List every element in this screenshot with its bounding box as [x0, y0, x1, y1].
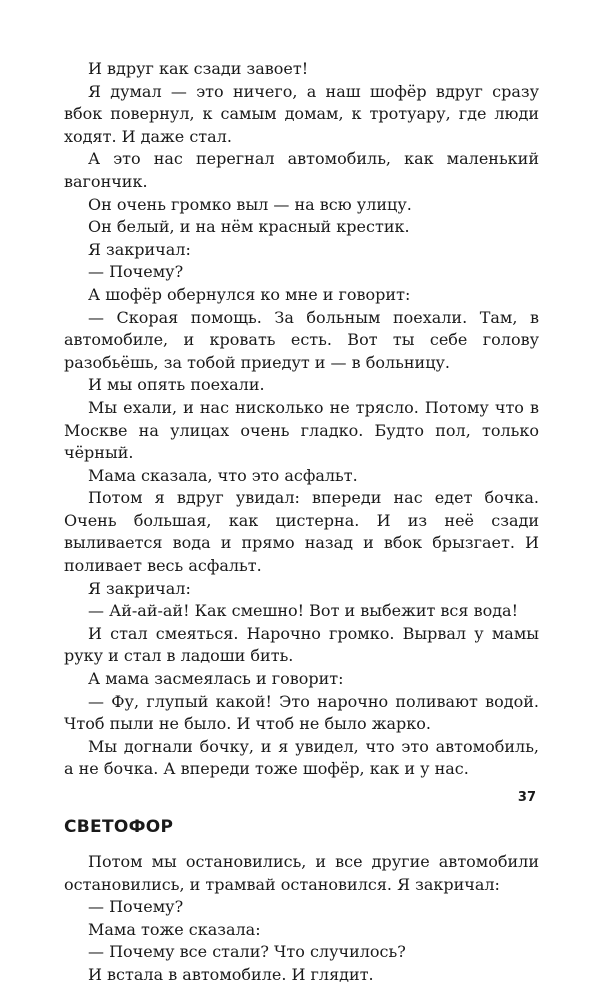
paragraph: А шофёр обернулся ко мне и говорит:	[88, 284, 411, 304]
page-number: 37	[517, 790, 536, 805]
paragraph: — Почему?	[88, 262, 184, 282]
paragraph: — Почему?	[88, 897, 184, 917]
paragraph: И мы опять поехали.	[88, 375, 265, 395]
paragraph: Он очень громко выл — на всю улицу.	[88, 194, 412, 214]
paragraph: Я закричал:	[88, 239, 191, 259]
story-body-part2	[64, 851, 539, 987]
page-text-column	[64, 58, 539, 987]
paragraph: Я закричал:	[88, 578, 191, 598]
paragraph: А это нас перегнал автомобиль, как маленький вагончик.	[64, 149, 539, 191]
paragraph: Мы догнали бочку, и я увидел, что это автомобиль, а не бочка. А впереди тоже шофёр, как и у нас.	[64, 736, 539, 779]
paragraph: Мама сказала, что это асфальт.	[88, 465, 358, 485]
paragraph: — Фу, глупый какой! Это нарочно поливают водой. Чтоб пыли не было. И чтоб не было жарко.	[64, 691, 539, 734]
paragraph: Я думал — это ничего, а наш шофёр вдруг сразу вбок повернул, к самым домам, к тротуару, где люди ходят. И даже стал.	[64, 81, 539, 146]
paragraph: Он белый, и на нём красный крестик.	[88, 217, 410, 237]
paragraph: — Ай-ай-ай! Как смешно! Вот и выбежит вся вода!	[88, 601, 519, 621]
story-body-part1	[64, 58, 539, 781]
paragraph: Потом мы остановились, и все другие автомобили остановились, и трамвай остановился. Я закричал:	[64, 852, 539, 894]
paragraph: Мы ехали, и нас нисколько не трясло. Потому что в Москве на улицах очень гладко. Будто пол, только чёрный.	[64, 397, 539, 463]
paragraph: И встала в автомобиле. И глядит.	[88, 964, 374, 984]
paragraph: И стал смеяться. Нарочно громко. Вырвал у мамы руку и стал в ладоши бить.	[64, 623, 539, 666]
paragraph: Мама тоже сказала:	[88, 919, 261, 939]
paragraph: И вдруг как сзади завоет!	[88, 59, 309, 78]
section-heading: СВЕТОФОР	[64, 817, 174, 837]
paragraph: — Скорая помощь. За больным поехали. Там, в автомобиле, и кровать есть. Вот ты себе голову разобьёшь, за тобой приедут и — в больницу.	[64, 307, 539, 372]
paragraph: Потом я вдруг увидал: впереди нас едет бочка. Очень большая, как цистерна. И из неё сзади выливается вода и прямо назад и вбок брызгает. И поливает весь асфальт.	[64, 488, 539, 576]
paragraph: А мама засмеялась и говорит:	[88, 669, 344, 689]
paragraph: — Почему все стали? Что случилось?	[88, 942, 406, 962]
